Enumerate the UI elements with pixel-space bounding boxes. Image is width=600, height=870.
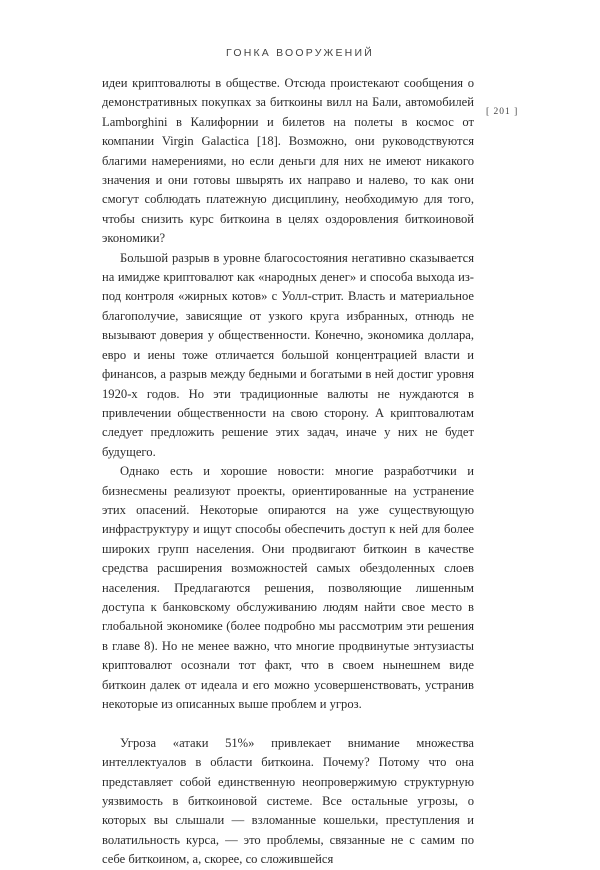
body-text bbox=[102, 74, 474, 870]
paragraph: Однако есть и хорошие новости: многие разработчики и бизнесмены реализуют проекты, ориентированные на устранение этих опасений. Некоторые опираются на уже существующую инфраструктуру и ищут способы обеспечить доступ к ней для более широких групп населения. Они продвигают биткоин в качестве средства расширения возможностей самых обездоленных слоев населения. Предлагаются решения, позволяющие лишенным доступа к банковскому обслуживанию людям найти свое место в глобальной экономике (более подробно мы рассмотрим эти решения в главе 8). Но не менее важно, что многие продвинутые энтузиасты криптовалют осознали тот факт, что в своем нынешнем виде биткоин далек от идеала и его можно усовершенствовать, устранив некоторые из описанных выше проблем и угроз. bbox=[102, 464, 474, 711]
page-number: [ 201 ] bbox=[486, 107, 519, 117]
paragraph: идеи криптовалюты в обществе. Отсюда проистекают сообщения о демонстративных покупках за биткоины вилл на Бали, автомобилей Lamborghini в Калифорнии и билетов на полеты в космос от компании Virgin Galactica [18]. Возможно, они руководствуются благими намерениями, но если деньги для них не имеют никакого значения и они готовы швырять их направо и налево, то как они смогут соблюдать платежную дисциплину, необходимую для того, чтобы снизить курс биткоина в целях оздоровления биткоиновой экономики? bbox=[102, 76, 474, 246]
paragraph: Большой разрыв в уровне благосостояния негативно сказывается на имидже криптовалют как «народных денег» и способа выхода из-под контроля «жирных котов» с Уолл-стрит. Власть и материальное благополучие, зависящие от узкого круга избранных, отнюдь не вызывают доверия у общественности. Конечно, экономика доллара, евро и иены тоже отличается большой концентрацией власти и финансов, а разрыв между бедными и богатыми в ней достиг уровня 1920-х годов. Но эти традиционные валюты не нуждаются в привлечении общественности на свою сторону. А криптовалютам следует предложить решение этих задач, иначе у них не будет будущего. bbox=[102, 250, 474, 459]
paragraph: Угроза «атаки 51%» привлекает внимание множества интеллектуалов в области биткоина. Почему? Потому что она представляет собой единственную неопровержимую структурную уязвимость в биткоиновой системе. Все остальные угрозы, о которых вы слышали — взломанные кошельки, преступления и волатильность курса, — это проблемы, связанные не с самим по себе биткоином, а, скорее, со сложившейся bbox=[102, 735, 474, 867]
running-head: ГОНКА ВООРУЖЕНИЙ bbox=[226, 47, 374, 59]
